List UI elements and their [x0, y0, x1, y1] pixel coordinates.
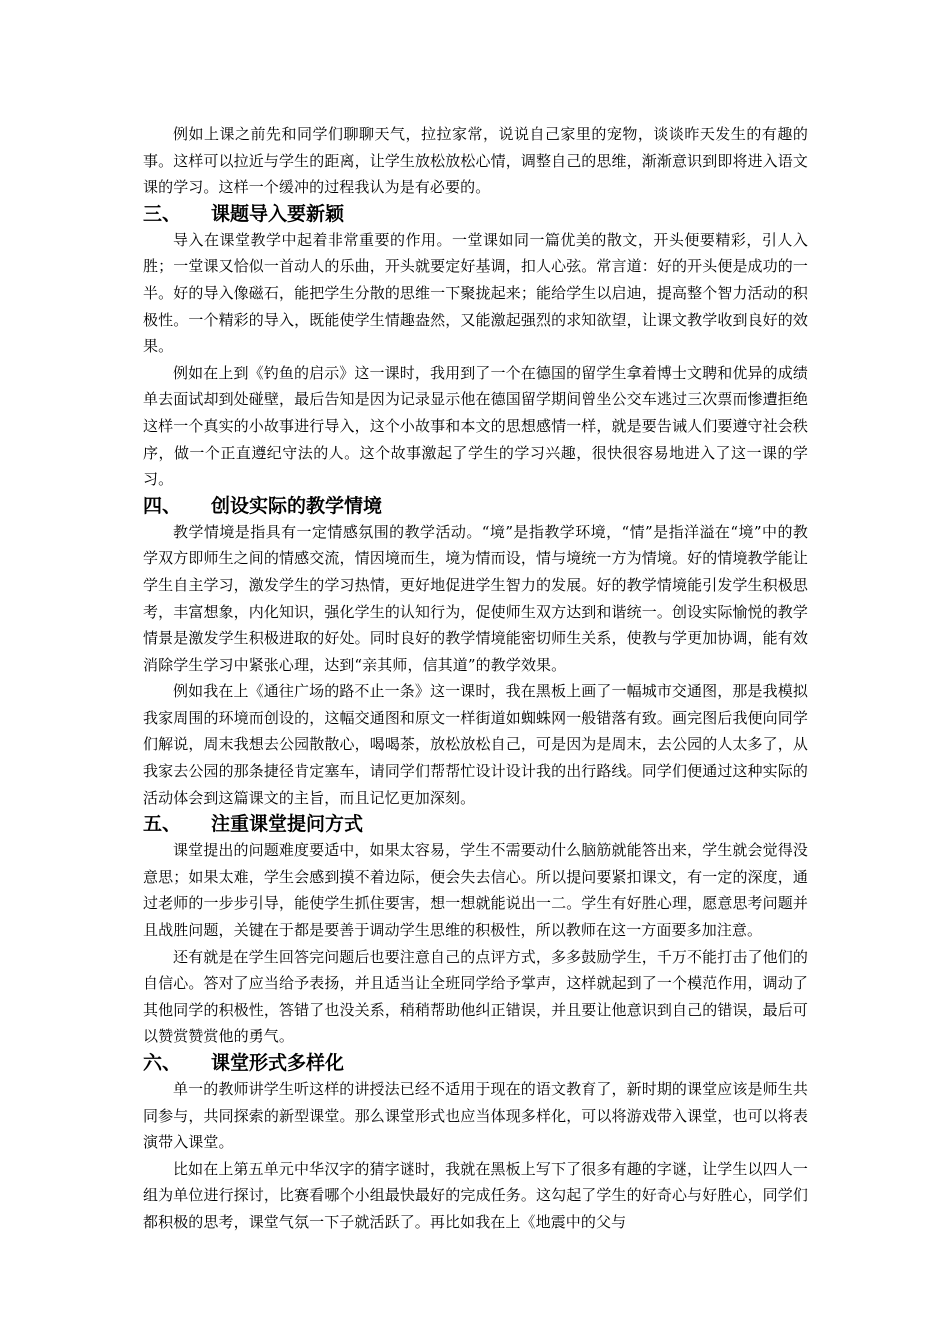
section-number: 三、 [143, 202, 182, 225]
section-heading [143, 811, 808, 837]
section-heading [143, 1050, 808, 1076]
document-page [143, 121, 808, 1236]
section-title: 课堂形式多样化 [211, 1052, 345, 1074]
section-number: 六、 [143, 1052, 182, 1074]
body-paragraph: 还有就是在学生回答完问题后也要注意自己的点评方式，多多鼓励学生，千万不能打击了他们的自信心。答对了应当给予表扬，并且适当让全班同学给予掌声，这样就起到了一个模范作用，调动了其他同学的积极性，答错了也没关系，稍稍帮助他纠正错误，并且要让他意识到自己的错误，最后可以赞赏赞赏他的勇气。 [143, 947, 808, 1046]
body-paragraph: 单一的教师讲学生听这样的讲授法已经不适用于现在的语文教育了，新时期的课堂应该是师生共同参与，共同探索的新型课堂。那么课堂形式也应当体现多样化，可以将游戏带入课堂，也可以将表演带入课堂。 [143, 1080, 808, 1152]
section-heading [143, 201, 808, 227]
section-title: 创设实际的教学情境 [211, 494, 383, 517]
body-paragraph: 例如我在上《通往广场的路不止一条》这一课时，我在黑板上画了一幅城市交通图，那是我模拟我家周围的环境而创设的，这幅交通图和原文一样街道如蜘蛛网一般错落有致。画完图后我便向同学们解说，周末我想去公园散散心，喝喝茶，放松放松自己，可是因为是周末，去公园的人太多了，从我家去公园的那条捷径肯定塞车，请同学们帮帮忙设计设计我的出行路线。同学们便通过这种实际的活动体会到这篇课文的主旨，而且记忆更加深刻。 [143, 682, 808, 807]
section-title: 注重课堂提问方式 [211, 813, 364, 836]
section-title: 课题导入要新颖 [211, 202, 345, 225]
section-number: 五、 [143, 813, 182, 836]
body-paragraph: 导入在课堂教学中起着非常重要的作用。一堂课如同一篇优美的散文，开头便要精彩，引人入胜；一堂课又恰似一首动人的乐曲，开头就要定好基调，扣人心弦。常言道：好的开头便是成功的一半。好的导入像磁石，能把学生分散的思维一下聚拢起来；能给学生以启迪，提高整个智力活动的积极性。一个精彩的导入，既能使学生情趣盎然，又能激起强烈的求知欲望，让课文教学收到良好的效果。 [143, 230, 808, 356]
section-number: 四、 [143, 494, 182, 517]
section-heading [143, 493, 808, 519]
body-paragraph: 例如上课之前先和同学们聊聊天气，拉拉家常，说说自己家里的宠物，谈谈昨天发生的有趣的事。这样可以拉近与学生的距离，让学生放松放松心情，调整自己的思维，渐渐意识到即将进入语文课的学习。这样一个缓冲的过程我认为是有必要的。 [143, 125, 808, 197]
body-paragraph: 比如在上第五单元中华汉字的猜字谜时，我就在黑板上写下了很多有趣的字谜，让学生以四人一组为单位进行探讨，比赛看哪个小组最快最好的完成任务。这勾起了学生的好奇心与好胜心，同学们都积极的思考，课堂气氛一下子就活跃了。再比如我在上《地震中的父与 [143, 1159, 808, 1231]
body-paragraph: 课堂提出的问题难度要适中，如果太容易，学生不需要动什么脑筋就能答出来，学生就会觉得没意思；如果太难，学生会感到摸不着边际，便会失去信心。所以提问要紧扣课文，有一定的深度，通过老师的一步步引导，能使学生抓住要害，想一想就能说出一二。学生有好胜心理，愿意思考问题并且战胜问题，关键在于都是要善于调动学生思维的积极性，所以教师在这一方面要多加注意。 [143, 841, 808, 940]
body-paragraph: 教学情境是指具有一定情感氛围的教学活动。“境”是指教学环境，“情”是指洋溢在“境”中的教学双方即师生之间的情感交流，情因境而生，境为情而设，情与境统一方为情境。好的情境教学能让学生自主学习，激发学生的学习热情，更好地促进学生智力的发展。好的教学情境能引发学生积极思考，丰富想象，内化知识，强化学生的认知行为，促使师生双方达到和谐统一。创设实际愉悦的教学情景是激发学生积极进取的好处。同时良好的教学情境能密切师生关系，使教与学更加协调，能有效消除学生学习中紧张心理，达到“亲其师，信其道”的教学效果。 [143, 522, 808, 674]
body-paragraph: 例如在上到《钓鱼的启示》这一课时，我用到了一个在德国的留学生拿着博士文聘和优异的成绩单去面试却到处碰壁，最后告知是因为记录显示他在德国留学期间曾坐公交车逃过三次票而惨遭拒绝这样一个真实的小故事进行导入，这个小故事和本文的思想感情一样，就是要告诫人们要遵守社会秩序，做一个正直遵纪守法的人。这个故事激起了学生的学习兴趣，很快很容易地进入了这一课的学习。 [143, 363, 808, 489]
